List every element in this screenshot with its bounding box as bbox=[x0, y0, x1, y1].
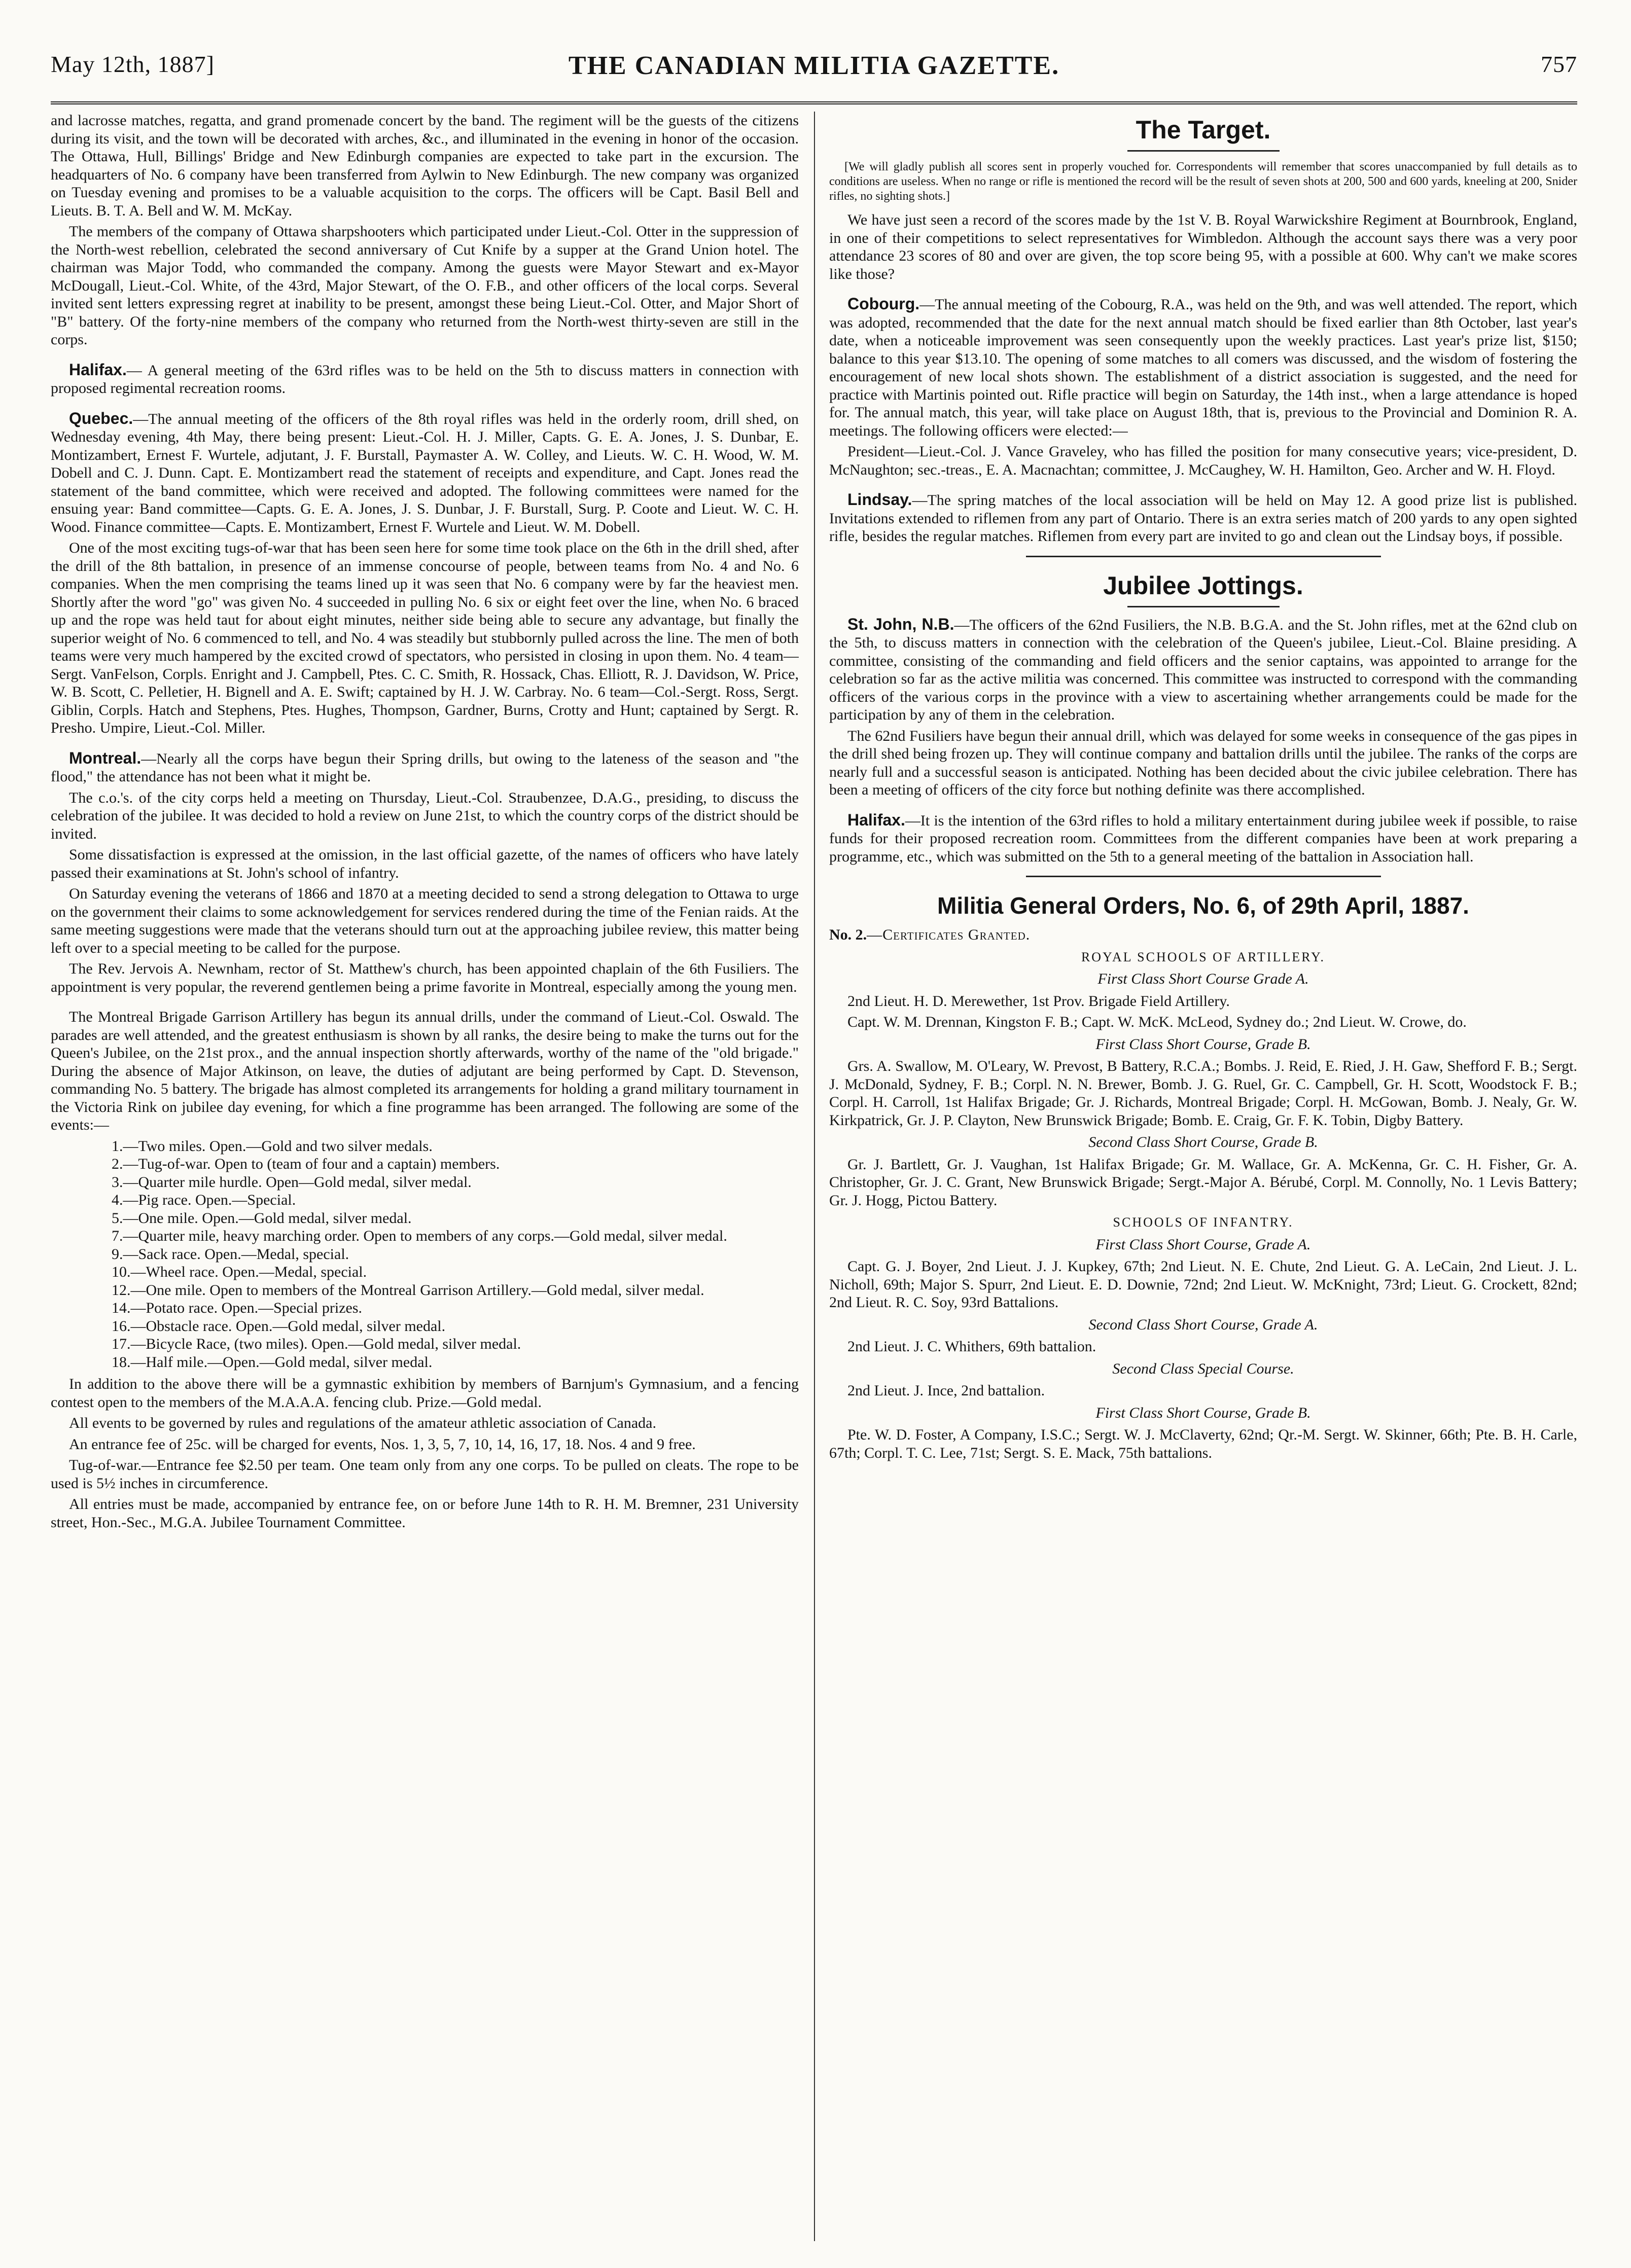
course-heading: Second Class Short Course, Grade B. bbox=[1088, 1134, 1318, 1150]
closing-paragraph: In addition to the above there will be a gymnastic exhibition by members of Barnjum's Gymnasium, and a fencing contest open to the members of the M.A.A.A. fencing club. Prize.—Gold medal. bbox=[51, 1376, 799, 1411]
certificate-list: Gr. J. Bartlett, Gr. J. Vaughan, 1st Halifax Brigade; Gr. M. Wallace, Gr. A. McKenna, Gr. C. H. Fisher, Gr. A. Christopher, Gr. J. C. Grant, New Brunswick Brigade; Sergt.-Major A. Bérubé, Corpl. M. Connolly, No. 1 Levis Battery; Gr. J. Hogg, Pictou Battery. bbox=[829, 1156, 1577, 1209]
halifax-item bbox=[51, 361, 799, 398]
section-divider bbox=[1026, 556, 1381, 557]
page-number: 757 bbox=[1541, 51, 1577, 77]
item-text: —The officers of the 62nd Fusiliers, the N.B. B.G.A. and the St. John rifles, met at the 62nd club on the 5th, to discuss matters in connection with the celebration of the Queen's jubilee, Lieut.-Col. Blaine presiding. A committee, consisting of the commanding and field officers and the senior captains, was appointed to arrange for the celebration so far as the active militia was concerned. This committee was instructed to correspond with the commanding officers of the various corps in the province with a view to ascertaining whether arrangements could be made for the participation by any of them in the celebration. bbox=[829, 616, 1577, 723]
item-text: —The spring matches of the local association will be held on May 12. A good prize list is published. Invitations extended to riflemen from any part of Ontario. There is an extra series match of 200 yards to any open sighted rifle, besides the regular matches. Riflemen from every part are invited to go and clean out the Lindsay boys, if possible. bbox=[829, 492, 1577, 545]
title-rule bbox=[1127, 150, 1280, 152]
montreal-item bbox=[51, 749, 799, 786]
course-heading: Second Class Special Course. bbox=[1112, 1360, 1294, 1377]
editor-note: [We will gladly publish all scores sent in properly vouched for. Correspondents will remember that scores unaccompanied by full details as to conditions are useless. When no range or rifle is mentioned the record will be the result of seven shots at 200, 500 and 600 yards, kneeling at 200, Snider rifles, no sighting shots.] bbox=[829, 160, 1577, 203]
list-item: 14.—Potato race. Open.—Special prizes. bbox=[112, 1300, 363, 1316]
item-text: —Nearly all the corps have begun their Spring drills, but owing to the lateness of the season and "the flood," the attendance has not been what it might be. bbox=[51, 750, 799, 785]
intro-paragraph: and lacrosse matches, regatta, and grand promenade concert by the band. The regiment will be the guests of the citizens during its visit, and the town will be decorated with arches, &c., and illuminated in the evening in honor of the occasion. The Ottawa, Hull, Billings' Bridge and New Edinburgh companies are expected to take part in the excursion. The headquarters of No. 6 company have been transferred from Aylwin to New Edinburgh. The new company was organized on Tuesday evening and promises to be a valuable acquisition to the corps. The officers will be Capt. Basil Bell and Lieuts. B. T. A. Bell and W. M. McKay. bbox=[51, 112, 799, 219]
list-item: 17.—Bicycle Race, (two miles). Open.—Gold medal, silver medal. bbox=[112, 1336, 521, 1352]
newspaper-page bbox=[51, 41, 1577, 2241]
issue-date: May 12th, 1887] bbox=[51, 51, 215, 77]
place-name: Lindsay. bbox=[847, 490, 912, 509]
section-title-jubilee: Jubilee Jottings. bbox=[1103, 571, 1303, 600]
closing-paragraph: All entries must be made, accompanied by entrance fee, on or before June 14th to R. H. M. Bremner, 231 University street, Hon.-Sec., M.G.A. Jubilee Tournament Committee. bbox=[51, 1496, 799, 1531]
closing-paragraph: An entrance fee of 25c. will be charged for events, Nos. 1, 3, 5, 7, 10, 14, 16, 17, 18. Nos. 4 and 9 free. bbox=[69, 1435, 696, 1453]
tug-of-war-paragraph: One of the most exciting tugs-of-war that has been seen here for some time took place on the 6th in the drill shed, after the drill of the 8th battalion, in presence of an immense concourse of people, between teams from No. 4 and No. 6 companies. When the men comprising the teams lined up it was seen that No. 6 company were by far the heaviest men. Shortly after the word "go" was given No. 4 succeeded in pulling No. 6 six or eight feet over the line, when No. 6 braced up and the rope was held taut for about eight minutes, neither side being able to secure any advantage, but finally the superior weight of No. 6 commenced to tell, and No. 4 was steadily but stubbornly pulled across the line. The men of both teams were very much hampered by the excited crowd of spectators, who persisted in closing in upon them. No. 4 team—Sergt. VanFelson, Corpls. Enright and J. Campbell, Ptes. C. C. Smith, R. Hossack, Chas. Elliott, R. J. Davidson, W. Price, W. B. Scott, C. Pelletier, H. Bignell and A. E. Swift; captained by H. J. W. Carbray. No. 6 team—Col.-Sergt. Ross, Sergt. Giblin, Corpls. Hatch and Stephens, Ptes. Hughes, Thompson, Gardner, Burns, Crotty and Hunt; captained by Sergt. R. Presho. Umpire, Lieut.-Col. Miller. bbox=[51, 539, 799, 736]
section-title-target: The Target. bbox=[1136, 116, 1271, 144]
montreal-paragraph: The c.o.'s. of the city corps held a meeting on Thursday, Lieut.-Col. Straubenzee, D.A.G., presiding, to discuss the celebration of the jubilee. It was decided to hold a review on June 21st, to which the country corps of the district should be invited. bbox=[51, 789, 799, 842]
stjohn-item bbox=[829, 616, 1577, 724]
fusiliers-paragraph: The 62nd Fusiliers have begun their annual drill, which was delayed for some weeks in consequence of the gas pipes in the drill shed being frozen up. They will continue company and battalion drills until the jubilee. The ranks of the corps are nearly full and a successful season is anticipated. Nothing has been decided about the civic jubilee celebration. There has been a meeting of officers of the city force but nothing definite was there accomplished. bbox=[829, 727, 1577, 798]
cobourg-officers: President—Lieut.-Col. J. Vance Graveley, who has filled the position for many consecutive years; vice-president, D. McNaughton; sec.-treas., E. A. Macnachtan; committee, J. McCaughey, W. H. Hamilton, Geo. Archer and W. H. Floyd. bbox=[829, 443, 1577, 478]
closing-paragraph: Tug-of-war.—Entrance fee $2.50 per team. One team only from any one corps. To be pulled on cleats. The rope to be used is 5½ inches in circumference. bbox=[51, 1457, 799, 1492]
orders-number bbox=[829, 926, 1577, 944]
masthead bbox=[51, 41, 1577, 104]
montreal-paragraph: Some dissatisfaction is expressed at the omission, in the last official gazette, of the names of officers who have lately passed their examinations at St. John's school of infantry. bbox=[51, 846, 799, 881]
list-item: 4.—Pig race. Open.—Special. bbox=[112, 1192, 296, 1208]
item-text: — A general meeting of the 63rd rifles was to be held on the 5th to discuss matters in connection with proposed regimental recreation rooms. bbox=[51, 362, 799, 397]
right-column bbox=[829, 112, 1577, 2241]
orders-no-label: No. 2. bbox=[829, 926, 867, 943]
montreal-paragraph: On Saturday evening the veterans of 1866 and 1870 at a meeting decided to send a strong delegation to Ottawa to urge on the government their claims to some acknowledgement for services rendered during the time of the Fenian raids. At the same meeting suggestions were made that the veterans should turn out at the approaching jubilee review, this matter being left over to a special meeting to be called for the purpose. bbox=[51, 885, 799, 956]
place-name: Quebec. bbox=[69, 409, 133, 427]
closing-paragraph: All events to be governed by rules and regulations of the amateur athletic association of Canada. bbox=[69, 1415, 656, 1431]
cobourg-item bbox=[829, 295, 1577, 440]
list-item: 2.—Tug-of-war. Open to (team of four and a captain) members. bbox=[112, 1156, 500, 1172]
list-item: 18.—Half mile.—Open.—Gold medal, silver medal. bbox=[112, 1353, 433, 1371]
sharpshooters-paragraph: The members of the company of Ottawa sharpshooters which participated under Lieut.-Col. Otter in the suppression of the North-west rebellion, celebrated the second anniversary of Cut Knife by a supper at the Grand Union hotel. The chairman was Major Todd, who commanded the company. Among the guests were Mayor Stewart and ex-Mayor McDougall, Lieut.-Col. White, of the 43rd, Major Stewart, of the O. F.B., and other officers of the local corps. Several invited sent letters expressing regret at inability to be present, amongst these being Lieut.-Col. Otter, and Major Short of "B" battery. Of the forty-nine members of the company who returned from the North-west thirty-seven are still in the corps. bbox=[51, 223, 799, 348]
certificate-list: Capt. W. M. Drennan, Kingston F. B.; Capt. W. McK. McLeod, Sydney do.; 2nd Lieut. W. Crowe, do. bbox=[847, 1014, 1467, 1030]
list-item: 10.—Wheel race. Open.—Medal, special. bbox=[112, 1264, 367, 1280]
certificate-list: 2nd Lieut. H. D. Merewether, 1st Prov. Brigade Field Artillery. bbox=[847, 992, 1230, 1010]
title-rule bbox=[1127, 606, 1280, 607]
item-text: —The annual meeting of the Cobourg, R.A., was held on the 9th, and was well attended. The report, which was adopted, recommended that the date for the next annual match should be fixed earlier than 8th October, last year's date, when a noticeable improvement was seen consequently upon the weekly practices. Last year's prize list, $150; balance to this year $13.10. The opening of some matches to all comers was discussed, and the wisdom of fostering the encouragement of new local shots shown. The establishment of a district association is suggested, and the need for practice with Martinis pointed out. Rifle practice will begin on Saturday, the 14th inst., when a large attendance is hoped for. The annual match, this year, will take place on August 18th, that is, previous to the Provincial and Dominion R. A. meetings. The following officers were elected:— bbox=[829, 296, 1577, 439]
columns bbox=[51, 112, 1577, 2241]
course-heading: First Class Short Course, Grade B. bbox=[1095, 1404, 1311, 1421]
publication-title: THE CANADIAN MILITIA GAZETTE. bbox=[568, 51, 1060, 80]
infantry-schools-heading: SCHOOLS OF INFANTRY. bbox=[1113, 1215, 1294, 1230]
target-intro: We have just seen a record of the scores made by the 1st V. B. Royal Warwickshire Regiment at Bournbrook, England, in one of their competitions to select representatives for Wimbledon. Although the account says there was a very poor attendance 23 scores of 80 and over are given, the top score being 95, with a possible at 600. Why can't we make scores like those? bbox=[829, 211, 1577, 282]
certificate-list: Grs. A. Swallow, M. O'Leary, W. Prevost, B Battery, R.C.A.; Bombs. J. Reid, E. Ried, J. H. Gaw, Shefford F. B.; Sergt. J. McDonald, Sydney, F. B.; Corpl. N. N. Brewer, Bomb. J. G. Ruel, Gr. C. Campbell, Gr. H. Scott, Woodstock F. B.; Corpl. H. Carroll, 1st Halifax Brigade; Gr. J. Richards, Montreal Brigade; Corpl. H. McGowan, Bomb. J. Nealy, Gr. W. Kirkpatrick, Gr. J. P. Clayton, New Brunswick Brigade; Bomb. E. Craig, Gr. F. K. Tobin, Digby Battery. bbox=[829, 1058, 1577, 1129]
brigade-paragraph: The Montreal Brigade Garrison Artillery has begun its annual drills, under the command of Lieut.-Col. Oswald. The parades are well attended, and the greatest enthusiasm is shown by all ranks, the desire being to make the turns out for the Queen's Jubilee, on the 21st prox., and the annual inspection shortly afterwards, worthy of the name of the "old brigade." During the absence of Major Atkinson, on leave, the duties of adjutant are being performed by Capt. D. Stevenson, commanding No. 5 battery. The brigade has almost completed its arrangements for holding a grand military tournament in the Victoria Rink on jubilee day evening, for which a fine programme has been arranged. The following are some of the events:— bbox=[51, 1009, 799, 1133]
list-item: 3.—Quarter mile hurdle. Open—Gold medal, silver medal. bbox=[112, 1173, 472, 1191]
certificate-list: Pte. W. D. Foster, A Company, I.S.C.; Sergt. W. J. McClaverty, 62nd; Qr.-M. Sergt. W. Skinner, 66th; Pte. B. H. Carle, 67th; Corpl. T. C. Lee, 71st; Sergt. S. E. Mack, 75th battalions. bbox=[829, 1426, 1577, 1461]
list-item: 16.—Obstacle race. Open.—Gold medal, silver medal. bbox=[112, 1317, 446, 1335]
lindsay-item bbox=[829, 491, 1577, 546]
list-item: 7.—Quarter mile, heavy marching order. Open to members of any corps.—Gold medal, silver medal. bbox=[112, 1228, 727, 1244]
quebec-item bbox=[51, 410, 799, 536]
place-name: Cobourg. bbox=[847, 295, 920, 313]
course-heading: First Class Short Course, Grade A. bbox=[1095, 1236, 1311, 1253]
montreal-paragraph: The Rev. Jervois A. Newnham, rector of St. Matthew's church, has been appointed chaplain of the 6th Fusiliers. The appointment is very popular, the reverend gentlemen being a prime favorite in Montreal, especially among the young men. bbox=[51, 960, 799, 995]
item-text: —The annual meeting of the officers of the 8th royal rifles was held in the orderly room, drill shed, on Wednesday evening, 4th May, there being present: Lieut.-Col. H. J. Miller, Capts. G. E. A. Jones, J. S. Dunbar, E. Montizambert, Ernest F. Wurtele, adjutant, J. F. Burstall, Paymaster A. W. Colley, and Lieuts. W. C. H. Wood, W. M. Dobell and C. J. Dunn. Capt. E. Montizambert read the statement of receipts and expenditure, and Capt. Jones read the statement of the band committee, which were received and adopted. The following committees were named for the ensuing year: Band committee—Capts. G. E. A. Jones, J. S. Dunbar, J. F. Burstall, Surg. P. Coote and Lieut. W. C. H. Wood. Finance committee—Capts. E. Montizambert, Ernest F. Wurtele and Lieut. W. M. Dobell. bbox=[51, 410, 799, 535]
place-name: Halifax. bbox=[69, 360, 127, 379]
section-divider bbox=[1026, 876, 1381, 877]
certificate-list: Capt. G. J. Boyer, 2nd Lieut. J. J. Kupkey, 67th; 2nd Lieut. N. E. Chute, 2nd Lieut. G. A. LeCain, 2nd Lieut. J. L. Nicholl, 69th; Major S. Spurr, 2nd Lieut. E. D. Downie, 72nd; 2nd Lieut. W. McKnight, 73rd; Lieut. G. Crockett, 82nd; 2nd Lieut. R. C. Soy, 93rd Battalions. bbox=[829, 1258, 1577, 1311]
section-title-general-orders: Militia General Orders, No. 6, of 29th April, 1887. bbox=[937, 892, 1469, 919]
place-name: Halifax. bbox=[847, 810, 905, 829]
list-item: 1.—Two miles. Open.—Gold and two silver medals. bbox=[112, 1137, 433, 1155]
events-list bbox=[51, 1137, 799, 1372]
orders-subtitle: —Certificates Granted. bbox=[867, 926, 1031, 943]
place-name: St. John, N.B. bbox=[847, 615, 954, 633]
certificate-list: 2nd Lieut. J. C. Whithers, 69th battalion. bbox=[847, 1338, 1096, 1355]
certificate-list: 2nd Lieut. J. Ince, 2nd battalion. bbox=[847, 1382, 1045, 1399]
course-heading: First Class Short Course, Grade B. bbox=[1095, 1035, 1311, 1053]
left-column bbox=[51, 112, 799, 2241]
item-text: —It is the intention of the 63rd rifles to hold a military entertainment during jubilee week if possible, to raise funds for their proposed recreation room. Committees from the different companies have been at work preparing a programme, etc., which was submitted on the 5th to a general meeting of the battalion in Association hall. bbox=[829, 812, 1577, 865]
list-item: 5.—One mile. Open.—Gold medal, silver medal. bbox=[112, 1209, 412, 1227]
list-item: 9.—Sack race. Open.—Medal, special. bbox=[112, 1245, 349, 1263]
course-heading: Second Class Short Course, Grade A. bbox=[1088, 1316, 1318, 1333]
column-divider bbox=[814, 112, 815, 2241]
halifax-jubilee-item bbox=[829, 811, 1577, 866]
place-name: Montreal. bbox=[69, 748, 141, 767]
royal-schools-heading: ROYAL SCHOOLS OF ARTILLERY. bbox=[1081, 949, 1326, 964]
list-item: 12.—One mile. Open to members of the Montreal Garrison Artillery.—Gold medal, silver medal. bbox=[112, 1281, 704, 1299]
course-heading: First Class Short Course Grade A. bbox=[1097, 970, 1309, 987]
